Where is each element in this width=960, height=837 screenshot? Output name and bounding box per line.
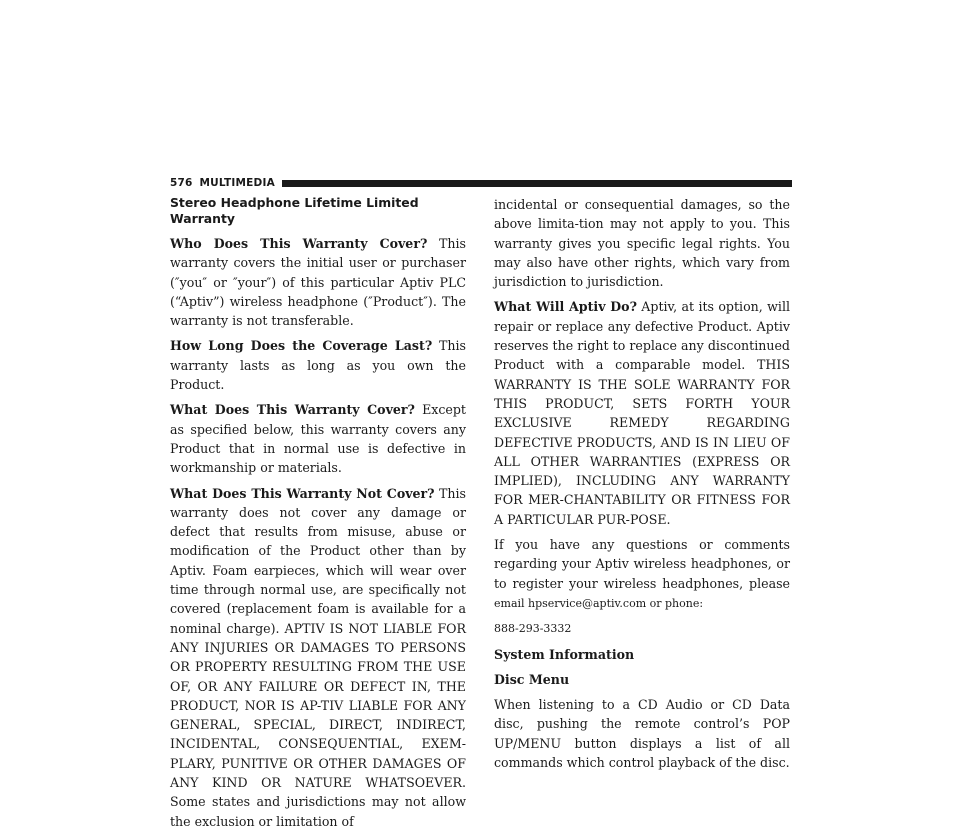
lead-what-aptiv-will-do: What Will Aptiv Do? [494,299,637,315]
contact-phone: 888-293-3332 [494,622,572,636]
text-not-covered: This warranty does not cover any damage or defect that results from misuse, abuse or modification of the Product other than by Aptiv. Foam earpieces, which will wear over time through normal use, are specifically not covered (replacement foam is available for a nominal charge). APTIV IS NOT LIABLE FOR ANY INJURIES OR DAMAGES TO PERSONS OR PROPERTY RESULTING FROM THE USE OF, OR ANY FAILURE OR DEFECT IN, THE PRODUCT, NOR IS AP-TIV LIABLE FOR ANY GENERAL, SPECIAL, DIRECT, INDIRECT, INCIDENTAL, CONSEQUENTIAL, EXEM-PLARY, PUNITIVE OR OTHER DAMAGES OF ANY KIND OR NATURE WHATSOEVER. Some states and jurisdictions may not allow the exclusion or limitation of [170,485,466,829]
paragraph-what-aptiv-will-do [494,297,790,529]
paragraph-not-covered [170,484,466,831]
lead-coverage-length: How Long Does the Coverage Last? [170,338,433,354]
warranty-heading: Stereo Headphone Lifetime Limited Warranty [170,195,419,226]
paragraph-who-covered [170,234,466,330]
system-information-heading: System Information [494,646,635,662]
paragraph-coverage-length [170,336,466,394]
right-column [494,195,790,778]
paragraph-contact [494,535,790,613]
lead-who-covered: Who Does This Warranty Cover? [170,236,428,251]
text-contact: If you have any questions or comments regarding your Aptiv wireless headphones, or to register your wireless headphones, please [494,537,790,591]
text-coverage-length: This warranty lasts as long as you own the Product. [170,338,466,393]
section-title: MULTIMEDIA [199,177,275,189]
lead-what-covered: What Does This Warranty Cover? [170,402,415,418]
page-header [170,175,792,191]
paragraph-what-covered [170,400,466,477]
paragraph-continuation: incidental or consequential damages, so the above limita-tion may not apply to you. This warranty gives you specific legal rights. You may also have other rights, which vary from jurisdiction to jurisdiction. [494,197,790,290]
page-number: 576 [170,177,193,189]
paragraph-disc-menu: When listening to a CD Audio or CD Data disc, pushing the remote control’s POP UP/MENU button displays a list of all commands which control playback of the disc. [494,697,790,771]
header-rule [282,180,792,187]
text-who-covered: This warranty covers the initial user or purchaser (″you″ or ″your″) of this particular Aptiv PLC (“Aptiv”) wireless headphone (″Product″). The warranty is not transferable. [170,236,466,329]
text-what-aptiv-will-do: Aptiv, at its option, will repair or replace any defective Product. Aptiv reserves the right to replace any discontinued Product with a comparable model. THIS WARRANTY IS THE SOLE WARRANTY FOR THIS PRODUCT, SETS FORTH YOUR EXCLUSIVE REMEDY REGARDING DEFECTIVE PRODUCTS, AND IS IN LIEU OF ALL OTHER WARRANTIES (EXPRESS OR IMPLIED), INCLUDING ANY WARRANTY FOR MER-CHANTABILITY OR FITNESS FOR A PARTICULAR PUR-POSE. [494,299,790,527]
lead-not-covered: What Does This Warranty Not Cover? [170,485,435,501]
contact-email: email hpservice@aptiv.com or phone: [494,596,704,610]
left-column [170,195,466,837]
disc-menu-heading: Disc Menu [494,671,570,687]
text-what-covered: Except as specified below, this warranty covers any Product that in normal use is defective in workmanship or materials. [170,402,466,476]
